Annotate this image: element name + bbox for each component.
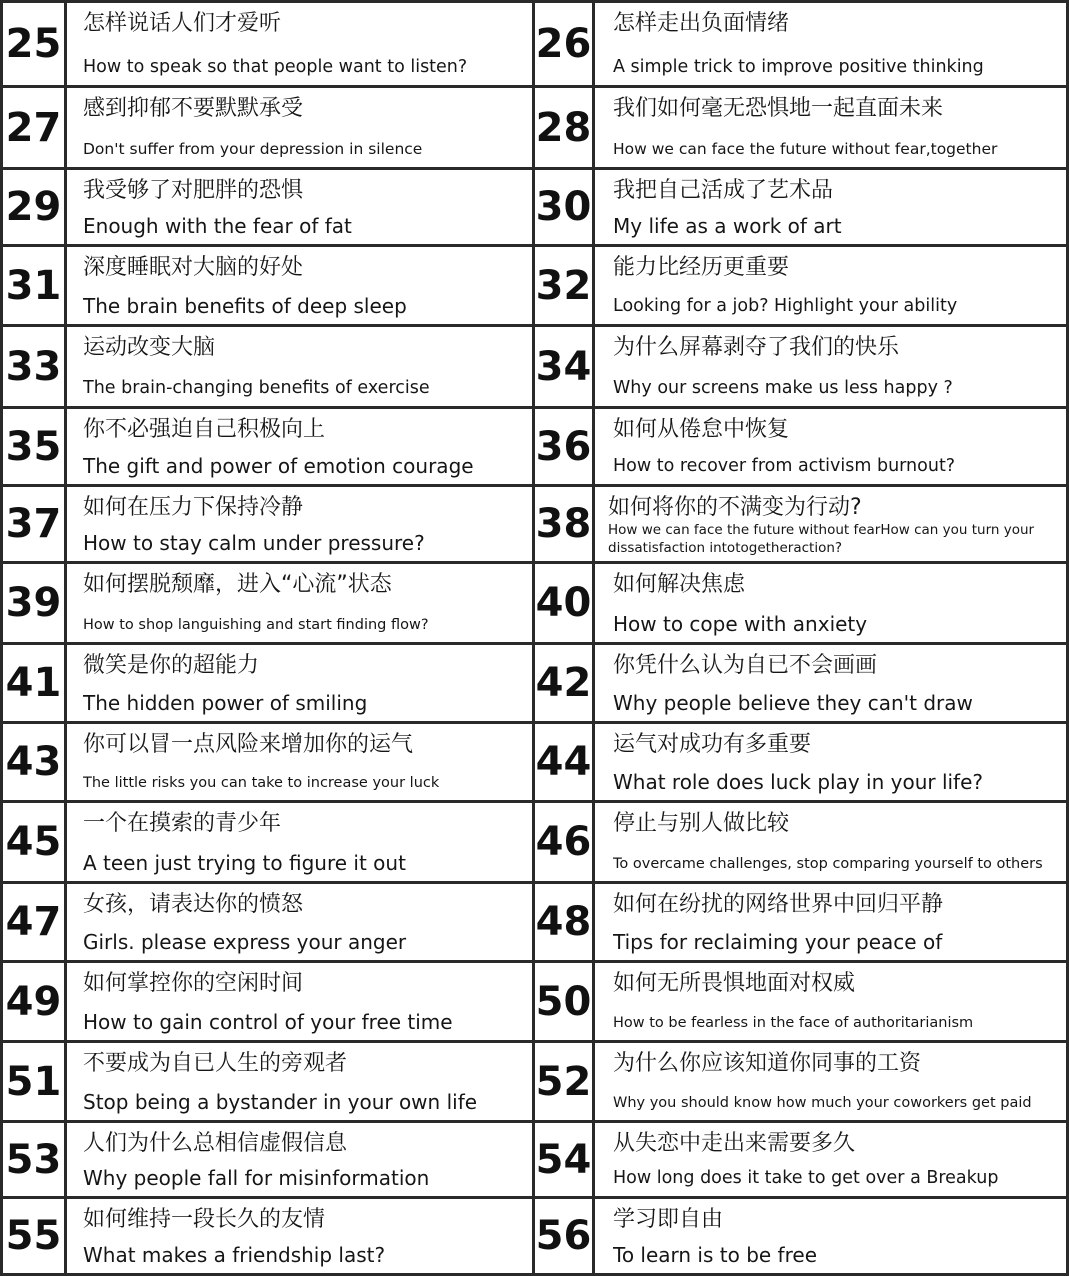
topic-text	[83, 564, 528, 642]
topic-title-zh: 怎样说话人们才爱听	[83, 11, 282, 36]
topic-title-en: How long does it take to get over a Breakup	[613, 1168, 999, 1188]
topic-title-zh: 如何摆脱颓靡，进入“心流”状态	[83, 572, 392, 597]
topic-number: 25	[3, 3, 67, 85]
topic-text	[613, 170, 1062, 244]
topic-text	[83, 645, 528, 721]
topic-text	[613, 3, 1062, 85]
topic-title-zh: 如何掌控你的空闲时间	[83, 971, 304, 996]
topic-cell-38	[532, 484, 1069, 564]
topic-cell-51	[0, 1040, 535, 1123]
topic-title-en: To overcame challenges, stop comparing yourself to others	[613, 856, 1043, 872]
topic-title-en: How to be fearless in the face of authoritarianism	[613, 1015, 974, 1031]
topic-cell-49	[0, 960, 535, 1043]
topic-title-en: Why people believe they can't draw	[613, 691, 973, 715]
topic-number: 34	[535, 327, 595, 406]
topic-title-en: Why people fall for misinformation	[83, 1166, 430, 1190]
topic-number: 43	[3, 724, 67, 800]
topic-text	[608, 487, 1062, 561]
topic-number: 52	[535, 1043, 595, 1120]
topic-text	[83, 1199, 528, 1273]
topic-number: 33	[3, 327, 67, 406]
topic-number: 26	[535, 3, 595, 85]
topic-cell-43	[0, 721, 535, 803]
topic-number: 28	[535, 88, 595, 167]
topic-title-zh: 微笑是你的超能力	[83, 653, 260, 678]
topic-title-zh: 我们如何毫无恐惧地一起直面未来	[613, 96, 944, 121]
topic-number: 50	[535, 963, 595, 1040]
topic-title-en: My life as a work of art	[613, 214, 842, 238]
topic-number: 46	[535, 803, 595, 881]
topic-text	[613, 1199, 1062, 1273]
topic-number: 41	[3, 645, 67, 721]
topic-cell-32	[532, 244, 1069, 327]
topic-title-zh: 学习即自由	[613, 1207, 724, 1232]
topic-text	[83, 884, 528, 960]
topic-title-en: A teen just trying to figure it out	[83, 851, 406, 875]
topic-number: 38	[535, 487, 595, 561]
topic-title-en: To learn is to be free	[613, 1243, 817, 1267]
topic-title-zh: 为什么屏幕剥夺了我们的快乐	[613, 335, 900, 360]
topic-title-zh: 如何在纷扰的网络世界中回归平静	[613, 892, 944, 917]
topic-number: 35	[3, 409, 67, 484]
topic-cell-29	[0, 167, 535, 247]
topic-cell-47	[0, 881, 535, 963]
topic-text	[83, 963, 528, 1040]
topic-number: 30	[535, 170, 595, 244]
topic-title-en: How to speak so that people want to listen?	[83, 57, 468, 77]
topic-text	[613, 247, 1062, 324]
topic-cell-55	[0, 1196, 535, 1276]
topic-cell-33	[0, 324, 535, 409]
topic-number: 44	[535, 724, 595, 800]
topic-title-en: Why our screens make us less happy ?	[613, 378, 953, 398]
topic-title-zh: 一个在摸索的青少年	[83, 811, 282, 836]
topic-cell-34	[532, 324, 1069, 409]
topic-number: 51	[3, 1043, 67, 1120]
topic-number: 40	[535, 564, 595, 642]
topic-title-en: The hidden power of smiling	[83, 691, 368, 715]
topic-number: 31	[3, 247, 67, 324]
topic-title-en: The gift and power of emotion courage	[83, 454, 474, 478]
topic-text	[83, 88, 528, 167]
topic-text	[83, 327, 528, 406]
topic-number: 37	[3, 487, 67, 561]
topic-cell-41	[0, 642, 535, 724]
topic-title-en: What role does luck play in your life?	[613, 770, 984, 794]
topic-title-zh: 为什么你应该知道你同事的工资	[613, 1051, 922, 1076]
topic-number: 56	[535, 1199, 595, 1273]
topic-title-en: The little risks you can take to increase your luck	[83, 775, 440, 791]
topic-title-zh: 如何从倦怠中恢复	[613, 417, 790, 442]
topic-title-zh: 深度睡眠对大脑的好处	[83, 255, 304, 280]
topic-text	[83, 1043, 528, 1120]
topic-title-zh: 我受够了对肥胖的恐惧	[83, 178, 304, 203]
topic-cell-50	[532, 960, 1069, 1043]
topic-title-zh: 女孩，请表达你的愤怒	[83, 892, 304, 917]
topic-cell-40	[532, 561, 1069, 645]
topic-number: 47	[3, 884, 67, 960]
topic-text	[83, 803, 528, 881]
topic-text	[83, 409, 528, 484]
topic-cell-26	[532, 0, 1069, 88]
topic-text	[83, 3, 528, 85]
topic-title-zh: 运动改变大脑	[83, 335, 216, 360]
topic-number: 36	[535, 409, 595, 484]
topic-number: 27	[3, 88, 67, 167]
topic-number: 55	[3, 1199, 67, 1273]
topic-title-en: Looking for a job? Highlight your ability	[613, 296, 958, 316]
topic-text	[83, 1123, 528, 1196]
topic-text	[613, 327, 1062, 406]
topic-title-zh: 停止与别人做比较	[613, 811, 790, 836]
topic-title-zh: 你凭什么认为自已不会画画	[613, 653, 878, 678]
topic-cell-31	[0, 244, 535, 327]
topic-cell-56	[532, 1196, 1069, 1276]
topic-cell-37	[0, 484, 535, 564]
topic-text	[613, 724, 1062, 800]
topic-cell-53	[0, 1120, 535, 1199]
topic-title-zh: 从失恋中走出来需要多久	[613, 1131, 856, 1156]
topic-title-en: Tips for reclaiming your peace of	[613, 930, 943, 954]
topic-text	[83, 247, 528, 324]
topic-title-zh: 能力比经历更重要	[613, 255, 790, 280]
topic-cell-42	[532, 642, 1069, 724]
topic-number: 53	[3, 1123, 67, 1196]
topic-title-en: Stop being a bystander in your own life	[83, 1090, 478, 1114]
topic-number: 49	[3, 963, 67, 1040]
topic-title-zh: 我把自己活成了艺术品	[613, 178, 834, 203]
topic-cell-45	[0, 800, 535, 884]
topic-title-zh: 如何解决焦虑	[613, 572, 746, 597]
topic-title-en: A simple trick to improve positive thinking	[613, 57, 984, 77]
topic-title-en: How to stay calm under pressure?	[83, 531, 425, 555]
topic-title-en: Enough with the fear of fat	[83, 214, 352, 238]
topic-number: 42	[535, 645, 595, 721]
topic-cell-54	[532, 1120, 1069, 1199]
topic-cell-27	[0, 85, 535, 170]
topic-title-en: How to cope with anxiety	[613, 612, 868, 636]
topic-text	[83, 487, 528, 561]
topic-cell-28	[532, 85, 1069, 170]
topic-number: 32	[535, 247, 595, 324]
topic-title-en: How to gain control of your free time	[83, 1010, 453, 1034]
topic-title-zh: 你可以冒一点风险来增加你的运气	[83, 732, 414, 757]
topic-number: 54	[535, 1123, 595, 1196]
topic-cell-25	[0, 0, 535, 88]
topic-title-en: How to shop languishing and start finding flow?	[83, 617, 429, 633]
topic-text	[613, 884, 1062, 960]
topic-title-en: How we can face the future without fearHow can you turn your dissatisfaction intotogetheraction?	[608, 522, 1035, 556]
topic-title-zh: 如何无所畏惧地面对权威	[613, 971, 856, 996]
topic-cell-52	[532, 1040, 1069, 1123]
topic-number: 29	[3, 170, 67, 244]
topic-text	[613, 88, 1062, 167]
topic-text	[613, 1043, 1062, 1120]
topic-title-zh: 怎样走出负面情绪	[613, 11, 790, 36]
topic-text	[613, 645, 1062, 721]
topic-title-zh: 如何在压力下保持冷静	[83, 495, 304, 520]
topic-cell-35	[0, 406, 535, 487]
topic-title-en: How we can face the future without fear,together	[613, 140, 998, 158]
topic-title-en: How to recover from activism burnout?	[613, 456, 956, 476]
topic-text	[83, 170, 528, 244]
topic-number: 48	[535, 884, 595, 960]
topic-cell-30	[532, 167, 1069, 247]
topic-title-en: Girls. please express your anger	[83, 930, 407, 954]
topic-cell-36	[532, 406, 1069, 487]
topic-text	[613, 564, 1062, 642]
topic-title-zh: 运气对成功有多重要	[613, 732, 812, 757]
topic-title-en: The brain-changing benefits of exercise	[83, 378, 430, 398]
topic-title-zh: 如何维持一段长久的友情	[83, 1207, 326, 1232]
topic-title-en: What makes a friendship last?	[83, 1243, 386, 1267]
topic-cell-44	[532, 721, 1069, 803]
topic-title-zh: 你不必强迫自己积极向上	[83, 417, 326, 442]
topic-text	[613, 803, 1062, 881]
topic-title-zh: 人们为什么总相信虚假信息	[83, 1131, 348, 1156]
topic-text	[613, 1123, 1062, 1196]
topic-text	[613, 963, 1062, 1040]
topic-title-zh: 不要成为自已人生的旁观者	[83, 1051, 348, 1076]
topic-text	[613, 409, 1062, 484]
topic-title-en: Why you should know how much your coworkers get paid	[613, 1095, 1032, 1111]
topic-cell-48	[532, 881, 1069, 963]
topic-title-en: The brain benefits of deep sleep	[83, 294, 407, 318]
topic-cell-39	[0, 561, 535, 645]
topic-title-en: Don't suffer from your depression in silence	[83, 140, 423, 158]
topic-text	[83, 724, 528, 800]
topic-number: 39	[3, 564, 67, 642]
topic-title-zh: 如何将你的不满变为行动?	[608, 495, 862, 520]
topic-number: 45	[3, 803, 67, 881]
topic-title-zh: 感到抑郁不要默默承受	[83, 96, 304, 121]
topic-cell-46	[532, 800, 1069, 884]
